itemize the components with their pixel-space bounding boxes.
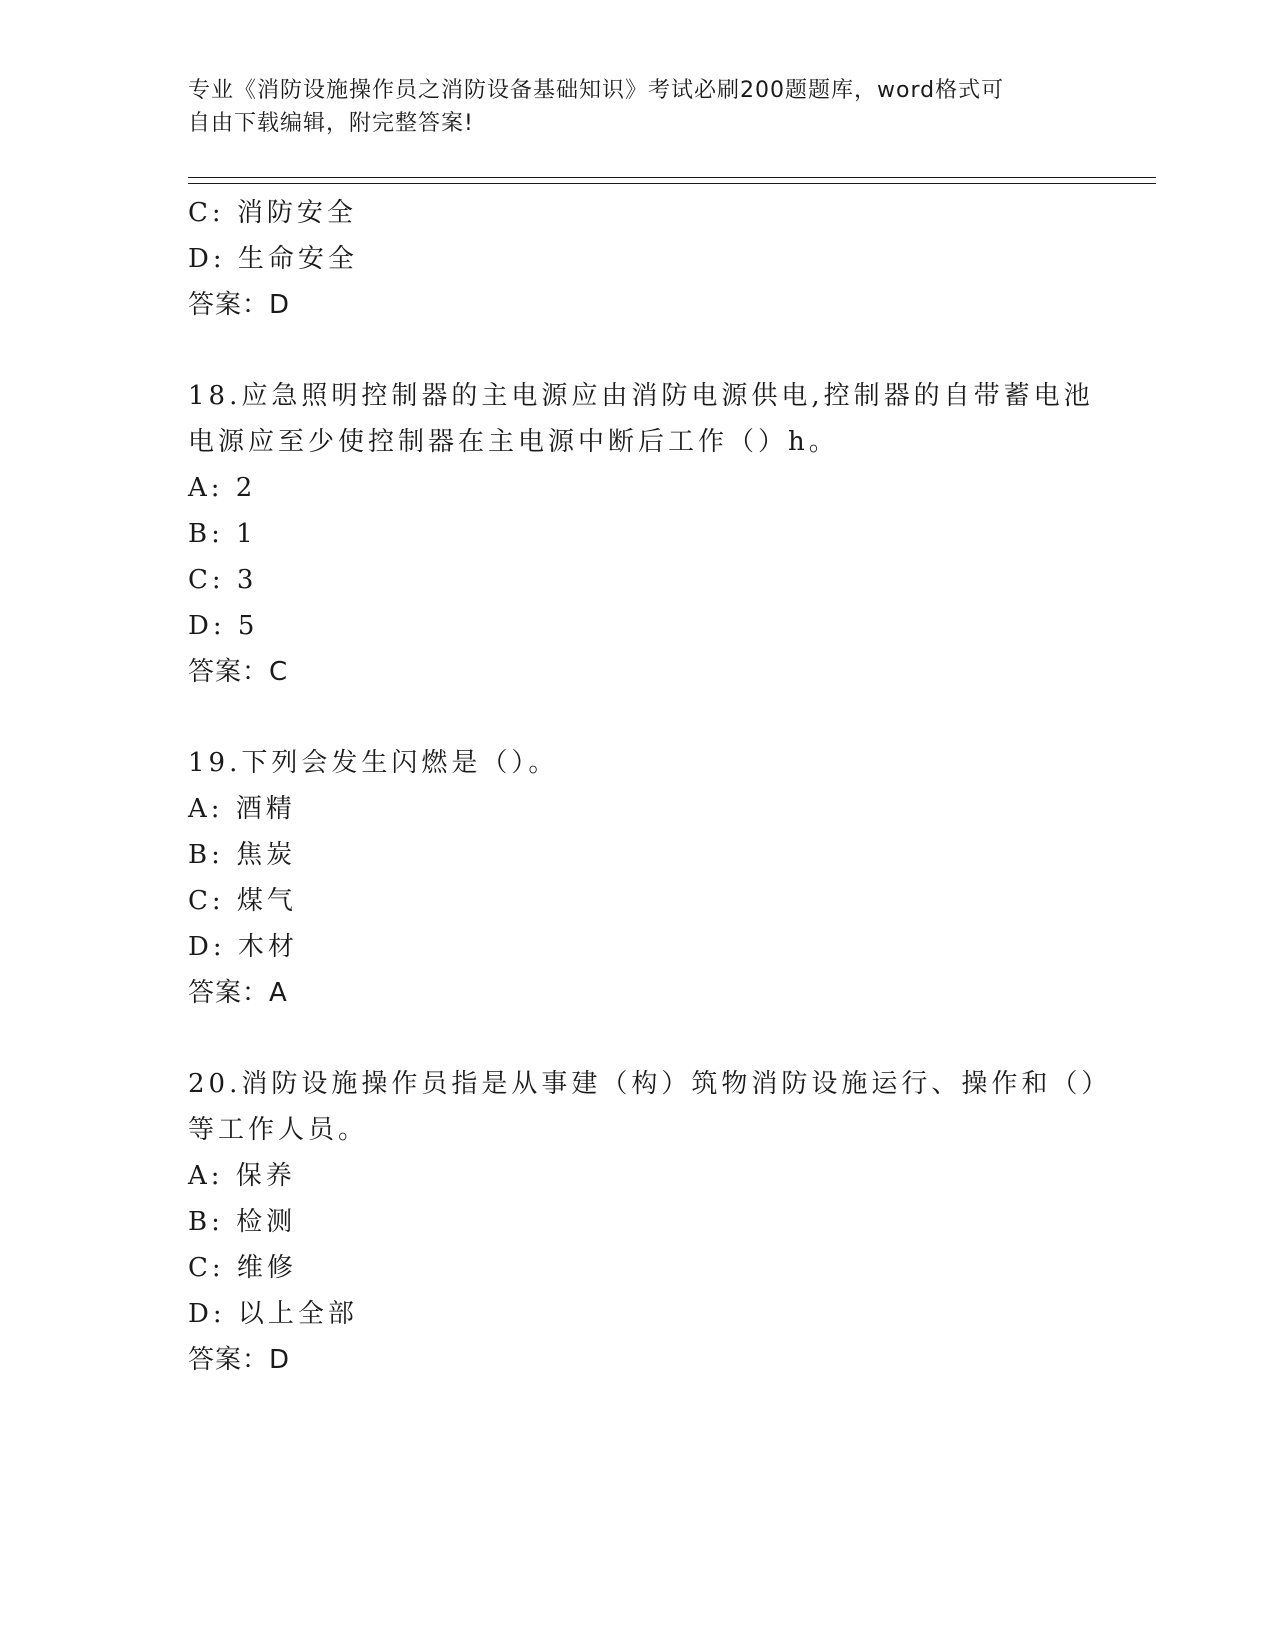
header-divider-bottom bbox=[188, 183, 1156, 184]
option-d: D: 以上全部 bbox=[188, 1299, 358, 1329]
spacer bbox=[188, 328, 1088, 373]
option-b: B: 检测 bbox=[188, 1207, 297, 1237]
option-a: A: 2 bbox=[188, 473, 257, 503]
spacer bbox=[188, 1016, 1088, 1061]
option-d: D: 生命安全 bbox=[188, 244, 358, 274]
question-stem-continued: 电源应至少使控制器在主电源中断后工作（）h。 bbox=[188, 427, 839, 457]
answer-line: 答案：C bbox=[188, 657, 289, 687]
option-c: C: 3 bbox=[188, 565, 258, 595]
option-b: B: 1 bbox=[188, 519, 257, 549]
question-stem-continued: 等工作人员。 bbox=[188, 1115, 369, 1145]
option-b: B: 焦炭 bbox=[188, 840, 297, 870]
question-stem: 19.下列会发生闪燃是（）。 bbox=[188, 748, 559, 778]
option-d: D: 木材 bbox=[188, 932, 298, 962]
question-stem: 18.应急照明控制器的主电源应由消防电源供电,控制器的自带蓄电池 bbox=[188, 381, 1094, 411]
spacer bbox=[188, 695, 1088, 740]
answer-line: 答案：A bbox=[188, 978, 288, 1008]
answer-line: 答案：D bbox=[188, 1345, 291, 1375]
question-19 bbox=[188, 740, 1088, 1016]
option-a: A: 保养 bbox=[188, 1161, 296, 1191]
option-c: C: 维修 bbox=[188, 1253, 297, 1283]
question-17-tail bbox=[188, 190, 1088, 328]
question-list bbox=[188, 190, 1112, 1383]
document-header bbox=[188, 74, 1088, 140]
option-a: A: 酒精 bbox=[188, 794, 296, 824]
header-divider-top bbox=[188, 177, 1156, 178]
option-d: D: 5 bbox=[188, 611, 259, 641]
answer-line: 答案：D bbox=[188, 290, 291, 320]
header-title-line-2: 自由下载编辑，附完整答案! bbox=[188, 111, 474, 136]
question-stem: 20.消防设施操作员指是从事建（构）筑物消防设施运行、操作和（） bbox=[188, 1069, 1112, 1099]
question-20 bbox=[188, 1061, 1112, 1383]
question-18 bbox=[188, 373, 1094, 695]
option-c: C: 煤气 bbox=[188, 886, 297, 916]
option-c: C: 消防安全 bbox=[188, 198, 357, 228]
header-title-line-1: 专业《消防设施操作员之消防设备基础知识》考试必刷200题题库，word格式可 bbox=[188, 78, 1005, 103]
